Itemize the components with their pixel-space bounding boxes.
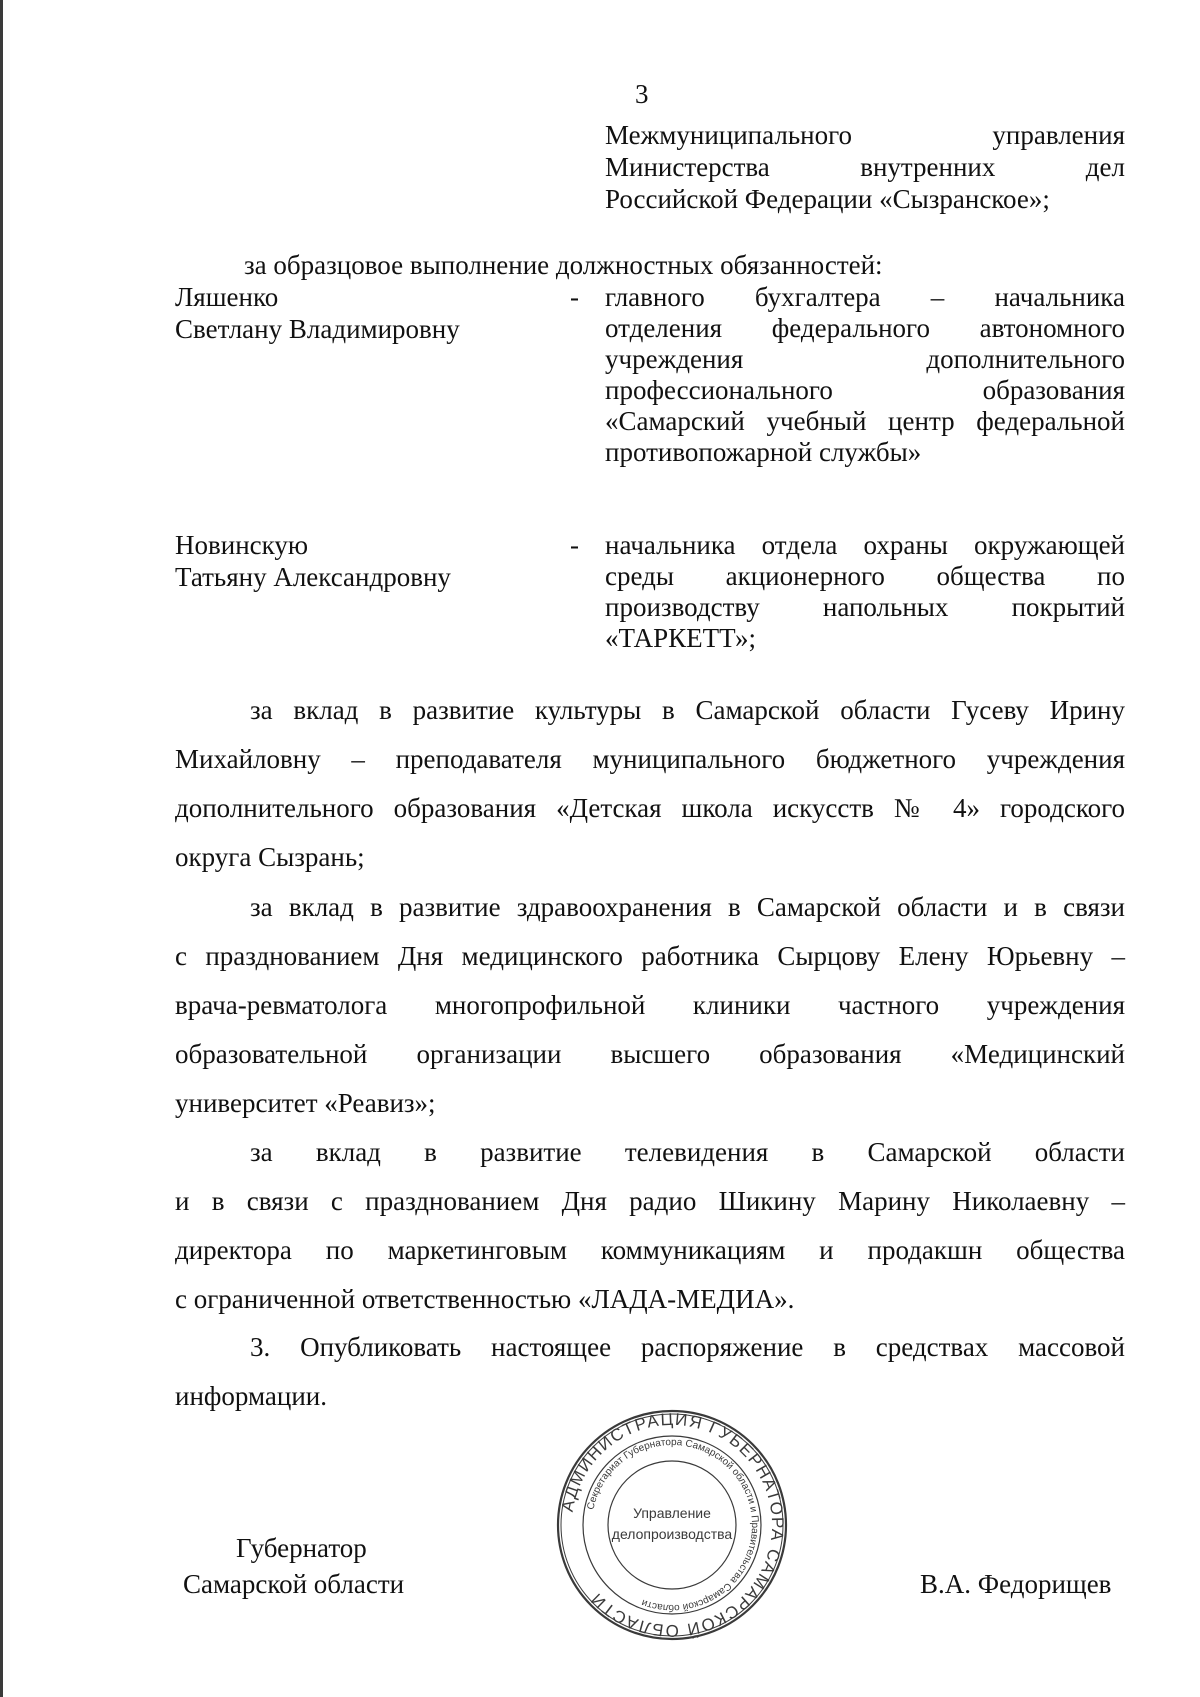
entry-description-line: главного бухгалтера – начальника bbox=[605, 282, 1125, 312]
paragraph-line: 3. Опубликовать настоящее распоряжение в средствах массовой bbox=[250, 1332, 1125, 1362]
entry-description-line: профессионального образования bbox=[605, 375, 1125, 405]
signature-name: В.А. Федорищев bbox=[920, 1569, 1112, 1599]
entry-dash: - bbox=[570, 530, 579, 560]
entry-description-line: «ТАРКЕТТ»; bbox=[605, 623, 756, 653]
signature-title-line2: Самарской области bbox=[183, 1569, 405, 1599]
entry-description-line: отделения федерального автономного bbox=[605, 313, 1125, 343]
paragraph-line: за вклад в развитие телевидения в Самарской области bbox=[250, 1137, 1125, 1167]
paragraph-line: врача-ревматолога многопрофильной клиники частного учреждения bbox=[175, 990, 1125, 1020]
top-block-line: Российской Федерации «Сызранское»; bbox=[605, 184, 1050, 214]
top-block bbox=[605, 118, 1125, 214]
paragraph-line: университет «Реавиз»; bbox=[175, 1088, 436, 1118]
page-number: 3 bbox=[635, 79, 649, 109]
official-stamp bbox=[555, 1408, 789, 1642]
entry-name-line: Ляшенко bbox=[175, 282, 279, 312]
stamp-center-line2: делопроизводства bbox=[611, 1526, 733, 1542]
stamp-seal-icon bbox=[555, 1408, 789, 1642]
signature-title-line1: Губернатор bbox=[236, 1533, 367, 1563]
entry-name bbox=[175, 530, 595, 594]
paragraph-line: директора по маркетинговым коммуникациям и продакшн общества bbox=[175, 1235, 1125, 1265]
paragraph-publish bbox=[175, 1323, 1125, 1421]
page-edge bbox=[0, 0, 3, 1697]
paragraph-line: округа Сызрань; bbox=[175, 842, 365, 872]
paragraph-culture bbox=[175, 686, 1125, 882]
stamp-center-line1: Управление bbox=[633, 1505, 711, 1521]
entry-name-line: Новинскую bbox=[175, 530, 309, 560]
entry-description-line: среды акционерного общества по bbox=[605, 561, 1125, 591]
paragraph-television bbox=[175, 1128, 1125, 1324]
entry-description bbox=[605, 282, 1125, 468]
entry-name-line: Светлану Владимировну bbox=[175, 314, 460, 344]
paragraph-line: с празднованием Дня медицинского работника Сырцову Елену Юрьевну – bbox=[175, 941, 1125, 971]
top-block-line: Министерства внутренних дел bbox=[605, 152, 1125, 182]
stamp-middle-ring bbox=[583, 1436, 761, 1614]
paragraph-line: за вклад в развитие здравоохранения в Самарской области и в связи bbox=[250, 892, 1125, 922]
paragraph-line: образовательной организации высшего образования «Медицинский bbox=[175, 1039, 1125, 1069]
entry-name-line: Татьяну Александровну bbox=[175, 562, 451, 592]
entry-description-line: противопожарной службы» bbox=[605, 437, 922, 467]
entry-description-line: учреждения дополнительного bbox=[605, 344, 1125, 374]
paragraph-line: и в связи с празднованием Дня радио Шикину Марину Николаевну – bbox=[175, 1186, 1125, 1216]
stamp-outer-text: АДМИНИСТРАЦИЯ ГУБЕРНАТОРА САМАРСКОЙ ОБЛАСТИ bbox=[557, 1409, 788, 1641]
entry-name bbox=[175, 282, 595, 346]
entry-description-line: производству напольных покрытий bbox=[605, 592, 1125, 622]
entry-description bbox=[605, 530, 1125, 654]
paragraph-line: дополнительного образования «Детская школа искусств № 4» городского bbox=[175, 793, 1125, 823]
top-block-line: Межмуниципального управления bbox=[605, 120, 1125, 150]
paragraph-health bbox=[175, 883, 1125, 1128]
stamp-inner-text: Секретариат Губернатора Самарской области и Правительства Самарской области bbox=[585, 1436, 761, 1614]
paragraph-line: за вклад в развитие культуры в Самарской области Гусеву Ирину bbox=[250, 695, 1125, 725]
entry-description-line: «Самарский учебный центр федеральной bbox=[605, 406, 1125, 436]
intro-line: за образцовое выполнение должностных обязанностей: bbox=[244, 250, 883, 280]
entry-dash: - bbox=[570, 282, 579, 312]
paragraph-line: с ограниченной ответственностью «ЛАДА-МЕДИА». bbox=[175, 1284, 795, 1314]
paragraph-line: Михайловну – преподавателя муниципального бюджетного учреждения bbox=[175, 744, 1125, 774]
entry-description-line: начальника отдела охраны окружающей bbox=[605, 530, 1125, 560]
stamp-inner-ring bbox=[608, 1461, 736, 1589]
paragraph-line: информации. bbox=[175, 1381, 327, 1411]
